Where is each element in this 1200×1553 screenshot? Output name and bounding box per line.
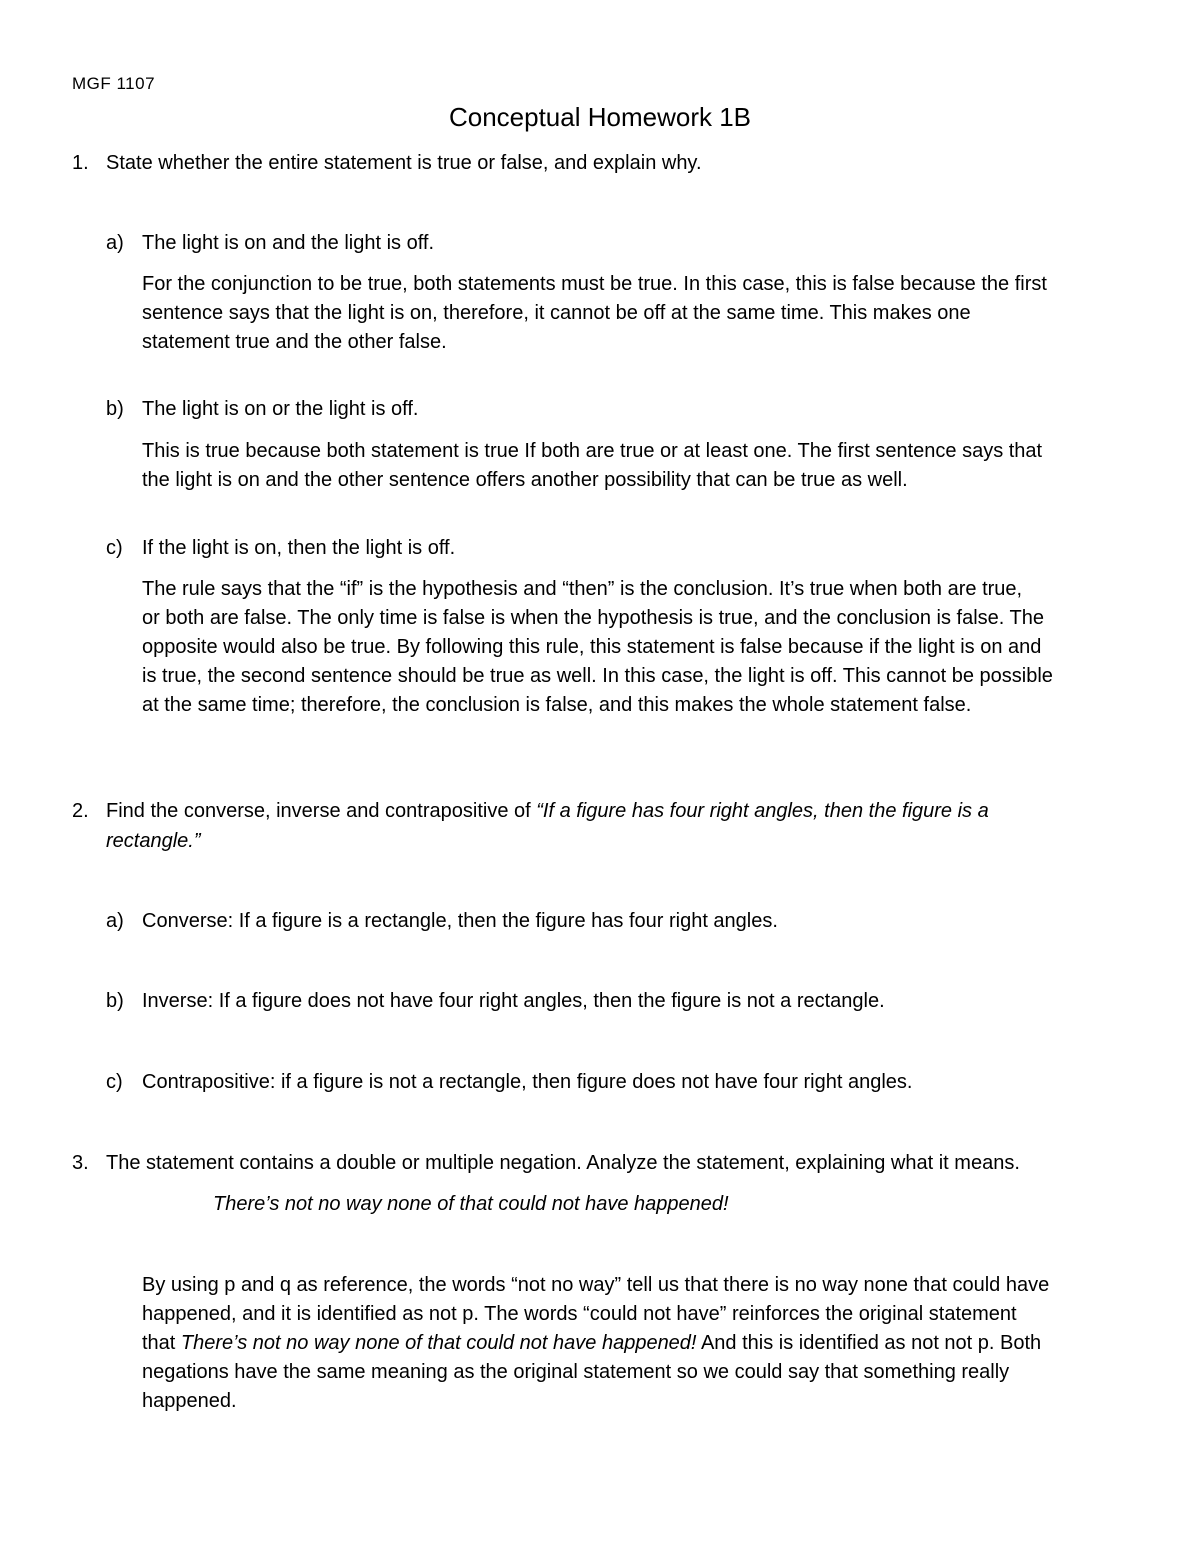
q1-number: 1. [72, 152, 89, 174]
q1a-answer-line: For the conjunction to be true, both statements must be true. In this case, this is false because the first [142, 273, 1047, 295]
q1c-answer-line: The rule says that the “if” is the hypothesis and “then” is the conclusion. It’s true when both are true, [142, 578, 1023, 600]
q3-answer [142, 1271, 1049, 1416]
course-code: MGF 1107 [72, 74, 156, 93]
q1c-answer-line: opposite would also be true. By following this rule, this statement is false because if the light is on and [142, 636, 1042, 658]
q1c-answer-line: or both are false. The only time is false is when the hypothesis is true, and the conclusion is false. The [142, 607, 1044, 629]
q2-prompt-text: Find the converse, inverse and contrapositive of [106, 800, 537, 822]
q2a-converse: Converse: If a figure is a rectangle, then the figure has four right angles. [142, 910, 778, 932]
q3-answer-line: By using p and q as reference, the words “not no way” tell us that there is no way none that could have [142, 1274, 1050, 1296]
q1c-answer [142, 575, 1053, 720]
q1c-label: c) [106, 537, 123, 559]
q2b-label: b) [106, 990, 124, 1012]
q2-number: 2. [72, 800, 89, 822]
q3-number: 3. [72, 1152, 89, 1174]
q3-answer-text: that [142, 1332, 181, 1354]
q1b-label: b) [106, 398, 124, 420]
q1a-statement: The light is on and the light is off. [142, 232, 435, 254]
q1c-statement: If the light is on, then the light is off. [142, 537, 456, 559]
q1b-answer [142, 437, 1042, 495]
q1a-answer [142, 270, 1047, 357]
q3-prompt: The statement contains a double or multiple negation. Analyze the statement, explaining what it means. [106, 1152, 1020, 1174]
q2c-contrapositive: Contrapositive: if a figure is not a rectangle, then figure does not have four right angles. [142, 1071, 913, 1093]
page-title: Conceptual Homework 1B [448, 102, 752, 132]
q1a-label: a) [106, 232, 124, 254]
q3-answer-line [142, 1329, 1049, 1358]
q1a-answer-line: sentence says that the light is on, therefore, it cannot be off at the same time. This makes one [142, 302, 971, 324]
q3-answer-line: negations have the same meaning as the original statement so we could say that something really [142, 1361, 1010, 1383]
q1a-answer-line: statement true and the other false. [142, 331, 447, 353]
q2a-label: a) [106, 910, 124, 932]
q1-prompt: State whether the entire statement is true or false, and explain why. [106, 152, 702, 174]
q3-answer-line: happened. [142, 1390, 237, 1412]
q3-answer-text: And this is identified as not not p. Both [696, 1332, 1042, 1354]
q2c-label: c) [106, 1071, 123, 1093]
q2b-inverse: Inverse: If a figure does not have four right angles, then the figure is not a rectangle. [142, 990, 885, 1012]
q1b-answer-line: the light is on and the other sentence offers another possibility that can be true as well. [142, 469, 908, 491]
q2-prompt [106, 800, 989, 823]
q3-answer-line: happened, and it is identified as not p. The words “could not have” reinforces the original statement [142, 1303, 1017, 1325]
q2-quote: “If a figure has four right angles, then the figure is a [536, 800, 989, 822]
q2-quote-continued: rectangle.” [106, 830, 201, 852]
q1b-statement: The light is on or the light is off. [142, 398, 419, 420]
q1b-answer-line: This is true because both statement is true If both are true or at least one. The first sentence says that [142, 440, 1043, 462]
q3-answer-quote: There’s not no way none of that could not have happened! [180, 1332, 697, 1354]
q1c-answer-line: at the same time; therefore, the conclusion is false, and this makes the whole statement false. [142, 694, 972, 716]
q1c-answer-line: is true, the second sentence should be true as well. In this case, the light is off. This cannot be possible [142, 665, 1053, 687]
q3-quote: There’s not no way none of that could not have happened! [213, 1193, 729, 1215]
